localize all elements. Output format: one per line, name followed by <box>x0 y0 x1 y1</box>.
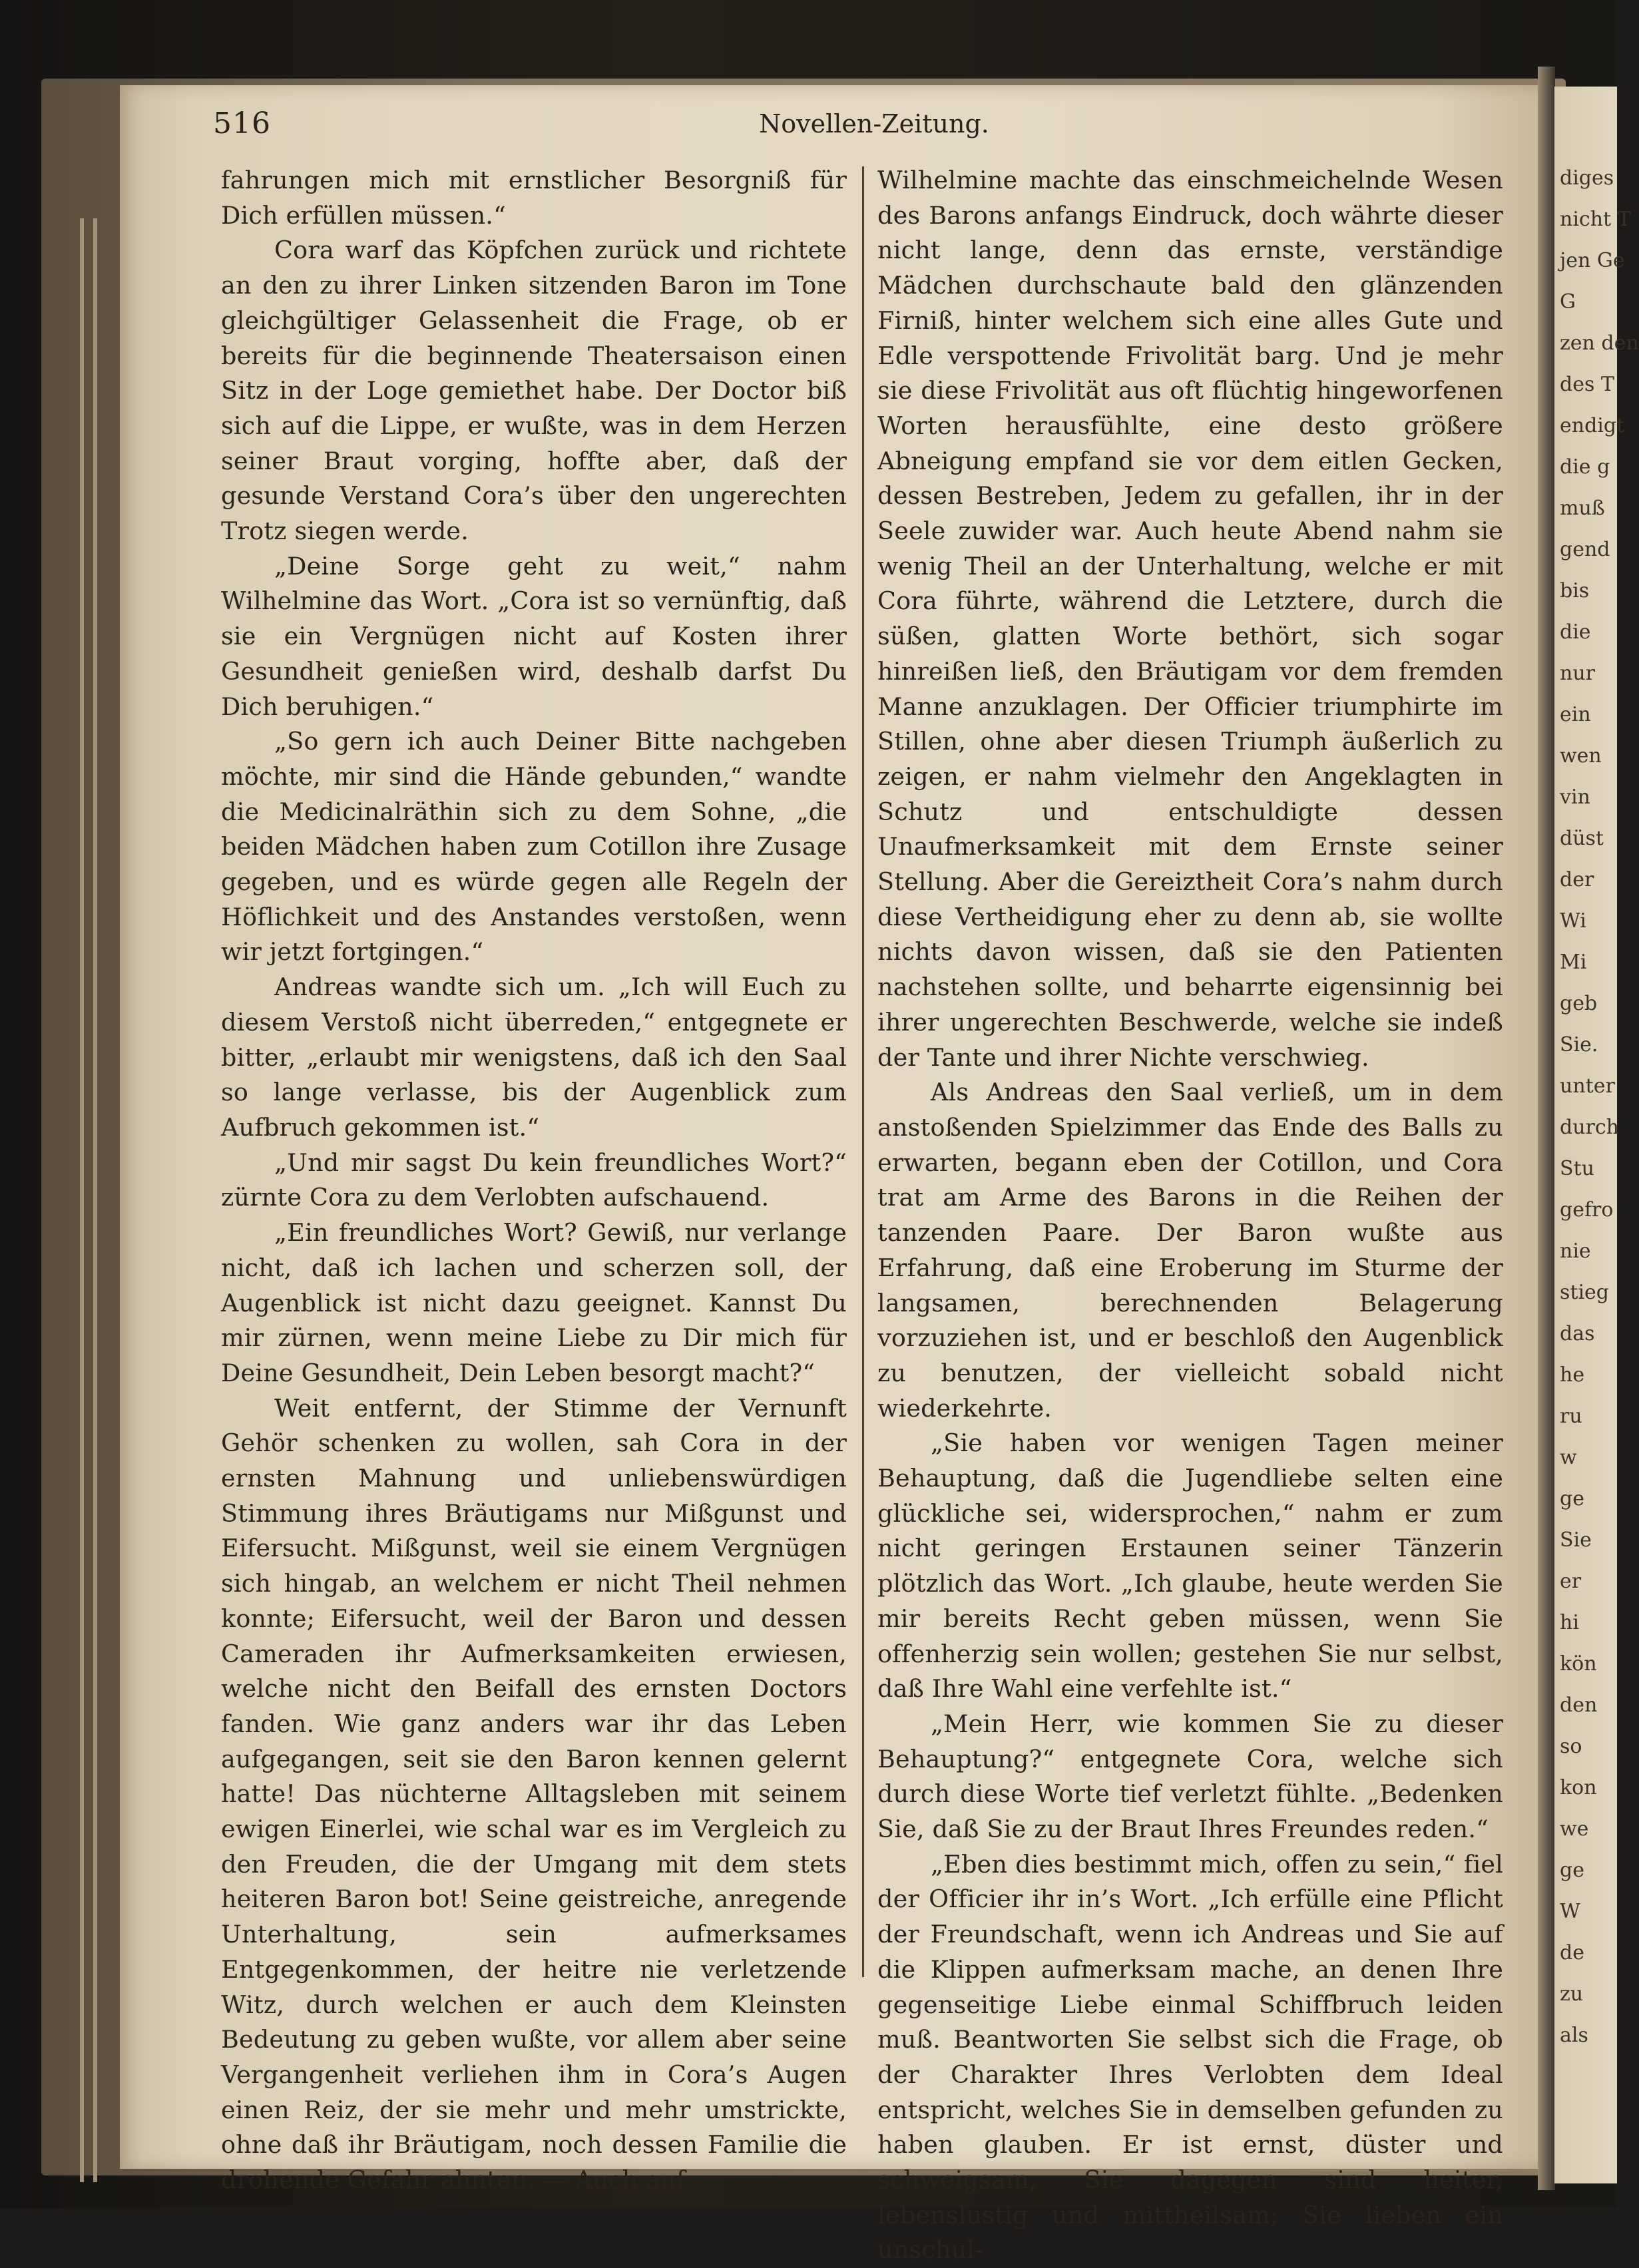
facing-page-text-fragment: das <box>1560 1322 1595 1345</box>
paragraph: „Eben dies bestimmt mich, offen zu sein,“ fiel der Officier ihr in’s Wort. „Ich erfülle eine Pflicht der Freundschaft, wenn ich Andreas und Sie auf die Klippen aufmerksam mache, an denen Ihre gegenseitige Liebe einmal Schiffbruch leiden muß. Beantworten Sie selbst sich die Frage, ob der Charakter Ihres Verlobten dem Ideal entspricht, welches Sie in demselben gefunden zu haben glauben. Er ist ernst, düster und schweigsam, Sie dagegen sind heiter, lebenslustig und mittheilsam; Sie lieben ein unschul- <box>877 1849 1503 2265</box>
running-title: Novellen-Zeitung. <box>759 109 989 138</box>
paragraph: Als Andreas den Saal verließ, um in dem anstoßenden Spielzimmer das Ende des Balls zu erwarten, begann eben der Cotillon, und Cora trat am Arme des Barons in die Reihen der tanzenden Paare. Der Baron wußte aus Erfahrung, daß eine Eroberung im Sturme der langsamen, berechnenden Belagerung vorzuziehen ist, und er beschloß den Augenblick zu benutzen, der vielleicht sobald nicht wiederkehrte. <box>877 1078 1503 1423</box>
facing-page-text-fragment: ein <box>1560 703 1591 726</box>
page-edge <box>80 218 84 2182</box>
facing-page-text-fragment: den <box>1560 1694 1598 1717</box>
facing-page-text-fragment: de <box>1560 1941 1584 1964</box>
facing-page-text-fragment: des T <box>1560 373 1614 396</box>
facing-page-text-fragment: endigt <box>1560 414 1625 437</box>
page-header <box>213 107 1538 153</box>
paragraph: Weit entfernt, der Stimme der Vernunft Gehör schenken zu wollen, sah Cora in der ernsten Mahnung und unliebenswürdigen Stimmung ihres Bräutigams nur Mißgunst und Eifersucht. Mißgunst, weil sie einem Vergnügen sich hingab, an welchem er nicht Theil nehmen konnte; Eifersucht, weil der Baron und dessen Cameraden ihr Aufmerksamkeiten erwiesen, welche nicht den Beifall des ernsten Doctors fanden. Wie ganz anders war ihr das Leben aufgegangen, seit sie den Baron kennen gelernt hatte! Das nüchterne Alltagsleben mit seinem ewigen Einerlei, wie schal war es im Vergleich zu den Freuden, die der Umgang mit dem stets heiteren Baron bot! Seine geistreiche, anregende Unterhaltung, sein aufmerksames Entgegenkommen, der heitre nie verletzende Witz, durch welchen er auch dem Kleinsten Bedeutung zu geben wußte, vor allem aber seine Vergangenheit verliehen ihm in Cora’s Augen einen Reiz, der sie mehr und mehr umstrickte, ohne daß ihr Bräutigam, noch dessen Familie die drohende Gefahr ahnten. — Auch auf <box>221 1393 847 2195</box>
column-divider <box>862 166 864 1977</box>
facing-page-text-fragment: he <box>1560 1363 1585 1387</box>
facing-page-fragment <box>1554 87 1639 2183</box>
facing-page-text-fragment: muß <box>1560 497 1605 520</box>
facing-page-text-fragment: der <box>1560 868 1594 891</box>
paragraph: „Ein freundliches Wort? Gewiß, nur verlange nicht, daß ich lachen und scherzen soll, der Augenblick ist nicht dazu geeignet. Kannst Du mir zürnen, wenn meine Liebe zu Dir mich für Deine Gesundheit, Dein Leben besorgt macht?“ <box>221 1218 847 1387</box>
facing-page-text-fragment: gefro <box>1560 1198 1614 1222</box>
book-gutter <box>1538 67 1555 2190</box>
facing-page-text-fragment: als <box>1560 2024 1588 2047</box>
facing-page-text-fragment: W <box>1560 1900 1580 1923</box>
facing-page-text-fragment: so <box>1560 1735 1582 1758</box>
facing-page-text-fragment: w <box>1560 1446 1577 1469</box>
facing-page-text-fragment: nicht T <box>1560 208 1631 231</box>
facing-page-text-fragment: unter <box>1560 1074 1615 1098</box>
paragraph: Cora warf das Köpfchen zurück und richtete an den zu ihrer Linken sitzenden Baron im Tone gleichgültiger Gelassenheit die Frage, ob er bereits für die beginnende Theatersaison einen Sitz in der Loge gemiethet habe. Der Doctor biß sich auf die Lippe, er wußte, was in dem Herzen seiner Braut vorging, hoffte aber, daß der gesunde Verstand Cora’s über den ungerechten Trotz siegen werde. <box>221 236 847 546</box>
facing-page-text-fragment: diges <box>1560 166 1614 190</box>
paragraph: „Und mir sagst Du kein freundliches Wort?“ zürnte Cora zu dem Verlobten aufschauend. <box>221 1148 847 1212</box>
facing-page-text-fragment: stieg <box>1560 1281 1610 1304</box>
facing-page-text-fragment: Sie <box>1560 1528 1592 1552</box>
facing-page-text-fragment: kön <box>1560 1652 1597 1676</box>
facing-page-text-fragment: nur <box>1560 662 1595 685</box>
facing-page-text-fragment: Stu <box>1560 1157 1594 1180</box>
paragraph: Andreas wandte sich um. „Ich will Euch zu diesem Verstoß nicht überreden,“ entgegnete er bitter, „erlaubt mir wenigstens, daß ich den Saal so lange verlasse, bis der Augenblick zum Aufbruch gekommen ist.“ <box>221 973 847 1142</box>
right-column <box>877 163 1503 2265</box>
facing-page-text-fragment: Sie. <box>1560 1033 1598 1056</box>
facing-page-text-fragment: düst <box>1560 827 1604 850</box>
facing-page-text-fragment: G <box>1560 290 1576 314</box>
facing-page-text-fragment: ge <box>1560 1487 1584 1510</box>
facing-page-text-fragment: zu <box>1560 1982 1584 2006</box>
facing-page-text-fragment: die g <box>1560 455 1610 479</box>
facing-page-text-fragment: die <box>1560 620 1591 644</box>
facing-page-text-fragment: Wi <box>1560 909 1586 933</box>
page-edge <box>93 218 97 2182</box>
facing-page-text-fragment: er <box>1560 1570 1582 1593</box>
facing-page-text-fragment: Mi <box>1560 951 1587 974</box>
paragraph: Wilhelmine machte das einschmeichelnde Wesen des Barons anfangs Eindruck, doch währte dieser nicht lange, denn das ernste, verständige Mädchen durchschaute bald den glänzenden Firniß, hinter welchem sich eine alles Gute und Edle verspottende Frivolität barg. Und je mehr sie diese Frivolität aus oft flüchtig hingeworfenen Worten herausfühlte, eine desto größere Abneigung empfand sie vor dem eitlen Gecken, dessen Bestreben, Jedem zu gefallen, ihr in der Seele zuwider war. Auch heute Abend nahm sie wenig Theil an der Unterhaltung, welche er mit Cora führte, während die Letztere, durch die süßen, glatten Worte bethört, sich sogar hinreißen ließ, den Bräutigam vor dem fremden Manne anzuklagen. Der Officier triumphirte im Stillen, ohne aber diesen Triumph äußerlich zu zeigen, er nahm vielmehr den Angeklagten in Schutz und entschuldigte dessen Unaufmerksamkeit mit dem Ernste seiner Stellung. Aber die Gereiztheit Cora’s nahm durch diese Vertheidigung eher zu denn ab, sie wollte nichts davon wissen, daß sie den Patienten nachstehen sollte, und beharrte eigensinnig bei ihrer ungerechten Beschwerde, welche sie indeß der Tante und ihrer Nichte verschwieg. <box>877 166 1503 1072</box>
facing-page-text-fragment: kon <box>1560 1776 1597 1799</box>
facing-page-text-fragment: wen <box>1560 744 1602 768</box>
facing-page-text-fragment: ru <box>1560 1405 1582 1428</box>
facing-page-text-fragment: we <box>1560 1817 1589 1841</box>
paragraph: „Sie haben vor wenigen Tagen meiner Behauptung, daß die Jugendliebe selten eine glückliche sei, widersprochen,“ nahm er zum nicht geringen Erstaunen seiner Tänzerin plötzlich das Wort. „Ich glaube, heute werden Sie mir bereits Recht geben müssen, wenn Sie offenherzig sein wollen; gestehen Sie nur selbst, daß Ihre Wahl eine verfehlte ist.“ <box>877 1429 1503 1703</box>
facing-page-text-fragment: nie <box>1560 1240 1591 1263</box>
facing-page-text-fragment: zen den <box>1560 332 1639 355</box>
left-column <box>221 163 847 2195</box>
facing-page-text-fragment: ge <box>1560 1859 1584 1882</box>
paragraph: „So gern ich auch Deiner Bitte nachgeben möchte, mir sind die Hände gebunden,“ wandte die Medicinalräthin sich zu dem Sohne, „die beiden Mädchen haben zum Cotillon ihre Zusage gegeben, und es würde gegen alle Regeln der Höflichkeit und des Anstandes verstoßen, wenn wir jetzt fortgingen.“ <box>221 727 847 967</box>
paragraph: „Deine Sorge geht zu weit,“ nahm Wilhelmine das Wort. „Cora ist so vernünftig, daß sie ein Vergnügen nicht auf Kosten ihrer Gesundheit genießen wird, deshalb darfst Du Dich beruhigen.“ <box>221 551 847 721</box>
paragraph: fahrungen mich mit ernstlicher Besorgniß für Dich erfüllen müssen.“ <box>221 166 847 230</box>
facing-page-text-fragment: hi <box>1560 1611 1579 1634</box>
facing-page-text-fragment: durch <box>1560 1116 1619 1139</box>
facing-page-text-fragment: jen Ge <box>1560 249 1625 272</box>
page-number: 516 <box>213 107 271 140</box>
facing-page-text-fragment: gend <box>1560 538 1610 561</box>
paragraph: „Mein Herr, wie kommen Sie zu dieser Behauptung?“ entgegnete Cora, welche sich durch diese Worte tief verletzt fühlte. „Bedenken Sie, daß Sie zu der Braut Ihres Freundes reden.“ <box>877 1709 1503 1844</box>
facing-page-text-fragment: vin <box>1560 786 1590 809</box>
facing-page-text-fragment: geb <box>1560 992 1598 1015</box>
facing-page-text-fragment: bis <box>1560 579 1590 602</box>
